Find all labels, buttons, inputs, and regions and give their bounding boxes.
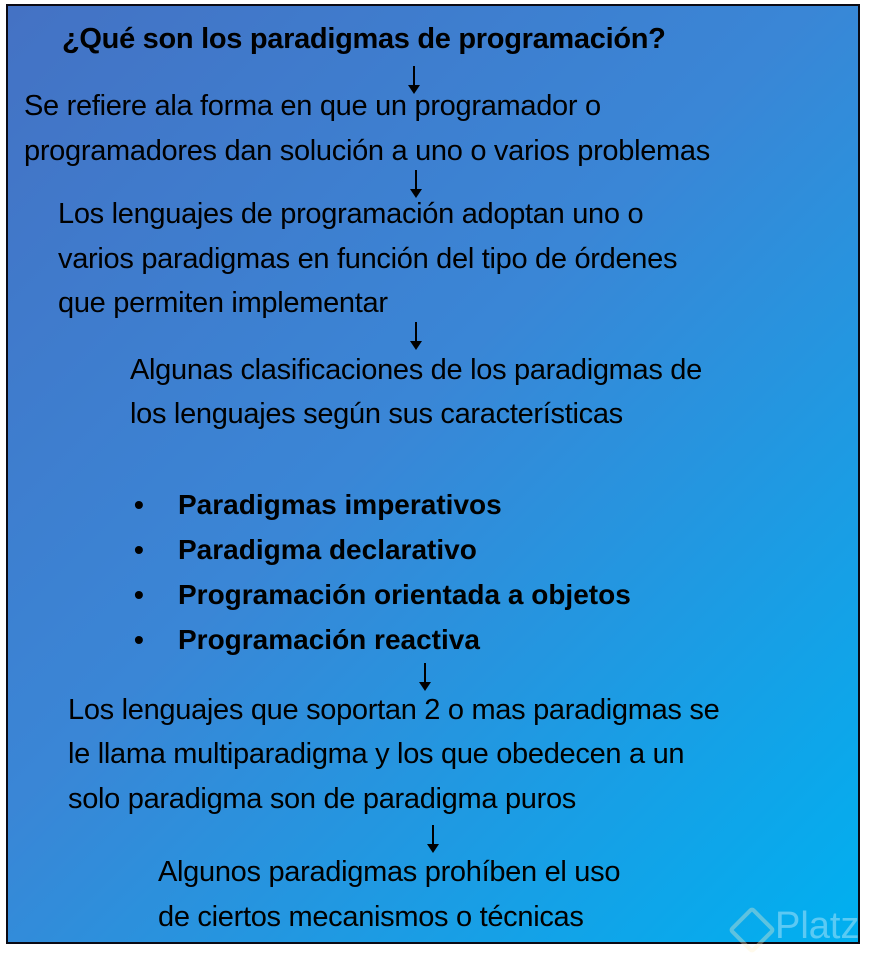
multiparadigm-line-3: solo paradigma son de paradigma puros — [68, 783, 576, 815]
watermark: Platzi — [775, 905, 868, 947]
languages-line-2: varios paradigmas en función del tipo de órdenes — [58, 243, 678, 275]
restrictions-line-2: de ciertos mecanismos o técnicas — [158, 901, 584, 933]
languages-line-3: que permiten implementar — [58, 287, 388, 319]
arrow-down-icon — [415, 322, 417, 344]
list-item: • Programación orientada a objetos — [134, 572, 631, 617]
multiparadigm-line-1: Los lenguajes que soportan 2 o mas paradigmas se — [68, 694, 720, 726]
definition-line-1: Se refiere ala forma en que un programador o — [24, 90, 601, 122]
list-item: • Paradigmas imperativos — [134, 482, 631, 527]
arrow-down-icon — [415, 170, 417, 192]
multiparadigm-line-2: le llama multiparadigma y los que obedecen a un — [68, 738, 685, 770]
arrow-down-icon — [424, 663, 426, 685]
arrow-down-icon — [432, 825, 434, 847]
paradigm-list — [134, 482, 631, 662]
list-item: • Programación reactiva — [134, 617, 631, 662]
diagram-title: ¿Qué son los paradigmas de programación? — [62, 23, 666, 55]
classification-line-2: los lenguajes según sus características — [130, 398, 623, 430]
definition-line-2: programadores dan solución a uno o varios problemas — [24, 135, 710, 167]
languages-line-1: Los lenguajes de programación adoptan uno o — [58, 198, 644, 230]
list-item: • Paradigma declarativo — [134, 527, 631, 572]
classification-line-1: Algunas clasificaciones de los paradigmas de — [130, 354, 702, 386]
restrictions-line-1: Algunos paradigmas prohíben el uso — [158, 856, 621, 888]
